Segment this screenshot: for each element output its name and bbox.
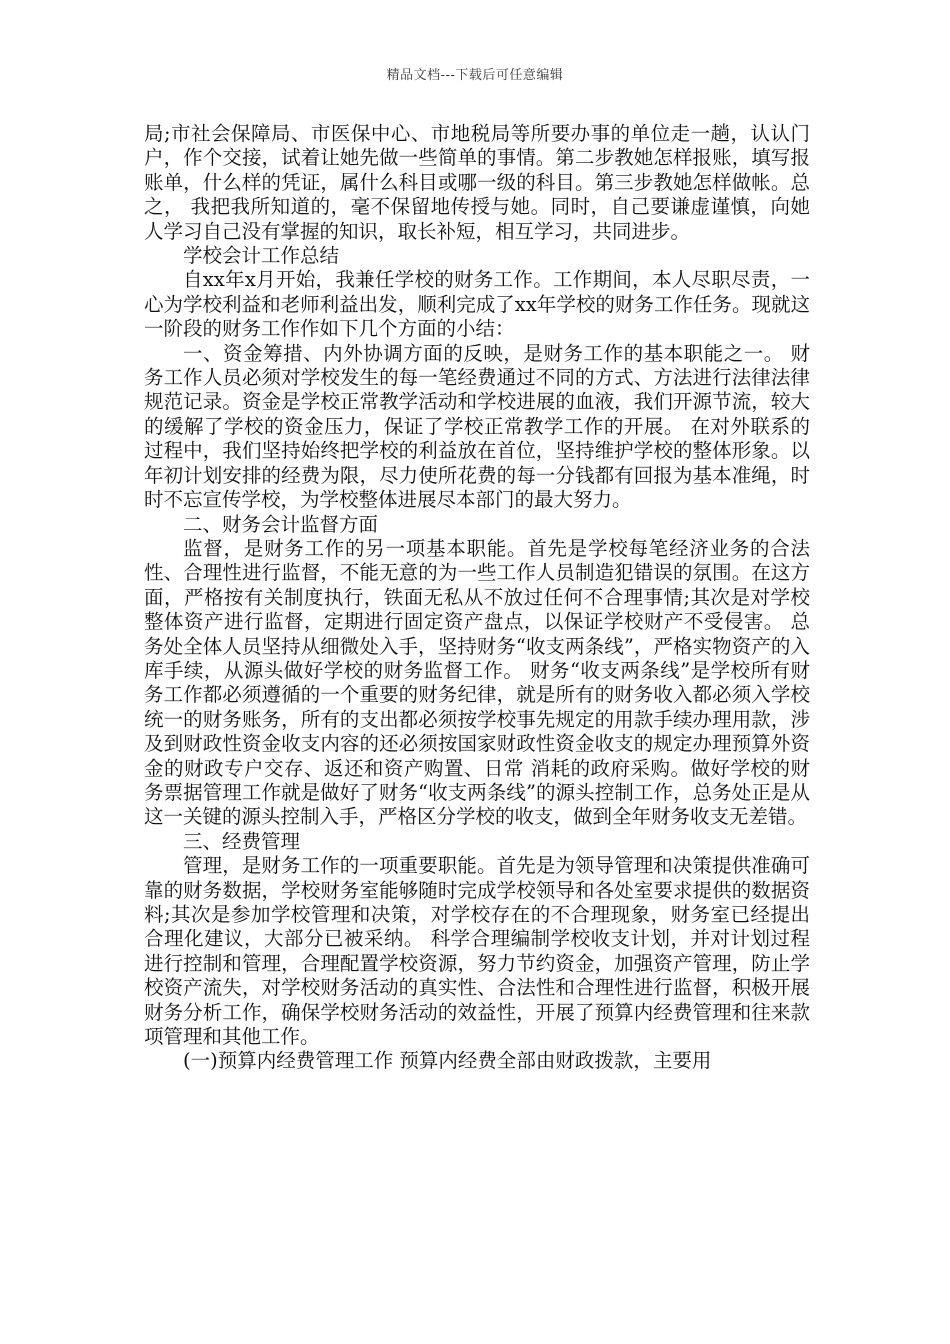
paragraph-funding: 一、资金筹措、内外协调方面的反映，是财务工作的基本职能之一。 财务工作人员必须对学校发生的每一笔经费通过不同的方式、方法进行法律法律规范记录。资金是学校正常教学活动和学校进展的血液，我们开源节流，较大的缓解了学校的资金压力，保证了学校正常教学工作的开展。 在对外联系的过程中，我们坚持始终把学校的利益放在首位，坚持维护学校的整体形象。以年初计划安排的经费为限，尽力使所花费的每一分钱都有回报为基本准绳，时时不忘宣传学校，为学校整体进展尽本部门的最大努力。 (144, 341, 810, 512)
page-header: 精品文档---下载后可任意编辑 (386, 68, 564, 83)
heading-management: 三、经费管理 (183, 829, 301, 853)
paragraph-intro: 自xx年x月开始，我兼任学校的财务工作。工作期间，本人尽职尽责，一心为学校利益和老师利益出发，顺利完成了xx年学校的财务工作任务。现就这一阶段的财务工作作如下几个方面的小结： (144, 268, 810, 341)
paragraph-supervision: 监督，是财务工作的另一项基本职能。首先是学校每笔经济业务的合法性、合理性进行监督，不能无意的为一些工作人员制造犯错误的氛围。在这方面，严格按有关制度执行，铁面无私从不放过任何不合理事情;其次是对学校整体资产进行监督，定期进行固定资产盘点，以保证学校财产不受侵害。 总务处全体人员坚持从细微处入手，坚持财务“收支两条线”，严格实物资产的入库手续，从源头做好学校的财务监督工作。 财务“收支两条线”是学校所有财务工作都必须遵循的一个重要的财务纪律，就是所有的财务收入都必须入学校统一的财务账务，所有的支出都必须按学校事先规定的用款手续办理用款，涉及到财政性资金收支内容的还必须按国家财政性资金收支的规定办理预算外资金的财政专户交存、返还和资产购置、日常 消耗的政府采购。做好学校的财务票据管理工作就是做好了财务“收支两条线”的源头控制工作，总务处正是从这一关键的源头控制入手，严格区分学校的收支，做到全年财务收支无差错。 (144, 536, 810, 829)
paragraph-management: 管理，是财务工作的一项重要职能。首先是为领导管理和决策提供准确可靠的财务数据，学校财务室能够随时完成学校领导和各处室要求提供的数据资料;其次是参加学校管理和决策，对学校存在的不合理现象，财务室已经提出合理化建议，大部分已被采纳。 科学合理编制学校收支计划，并对计划过程进行控制和管理，合理配置学校资源，努力节约资金，加强资产管理，防止学校资产流失，对学校财务活动的真实性、合法性和合理性进行监督，积极开展财务分析工作，确保学校财务活动的效益性，开展了预算内经费管理和往来款项管理和其他工作。 (144, 854, 810, 1049)
document-body (144, 122, 810, 1074)
paragraph-continuation: 局;市社会保障局、市医保中心、市地税局等所要办事的单位走一趟，认认门户，作个交接，试着让她先做一些简单的事情。第二步教她怎样报账，填写报账单，什么样的凭证，属什么科目或哪一级的科目。第三步教她怎样做帐。总之， 我把我所知道的，毫不保留地传授与她。同时，自己要谦虚谨慎，向她人学习自己没有掌握的知识，取长补短，相互学习，共同进步。 (144, 122, 810, 243)
heading-supervision: 二、财务会计监督方面 (183, 512, 379, 536)
paragraph-budget: (一)预算内经费管理工作 预算内经费全部由财政拨款，主要用 (183, 1049, 712, 1073)
section-title: 学校会计工作总结 (183, 244, 340, 268)
